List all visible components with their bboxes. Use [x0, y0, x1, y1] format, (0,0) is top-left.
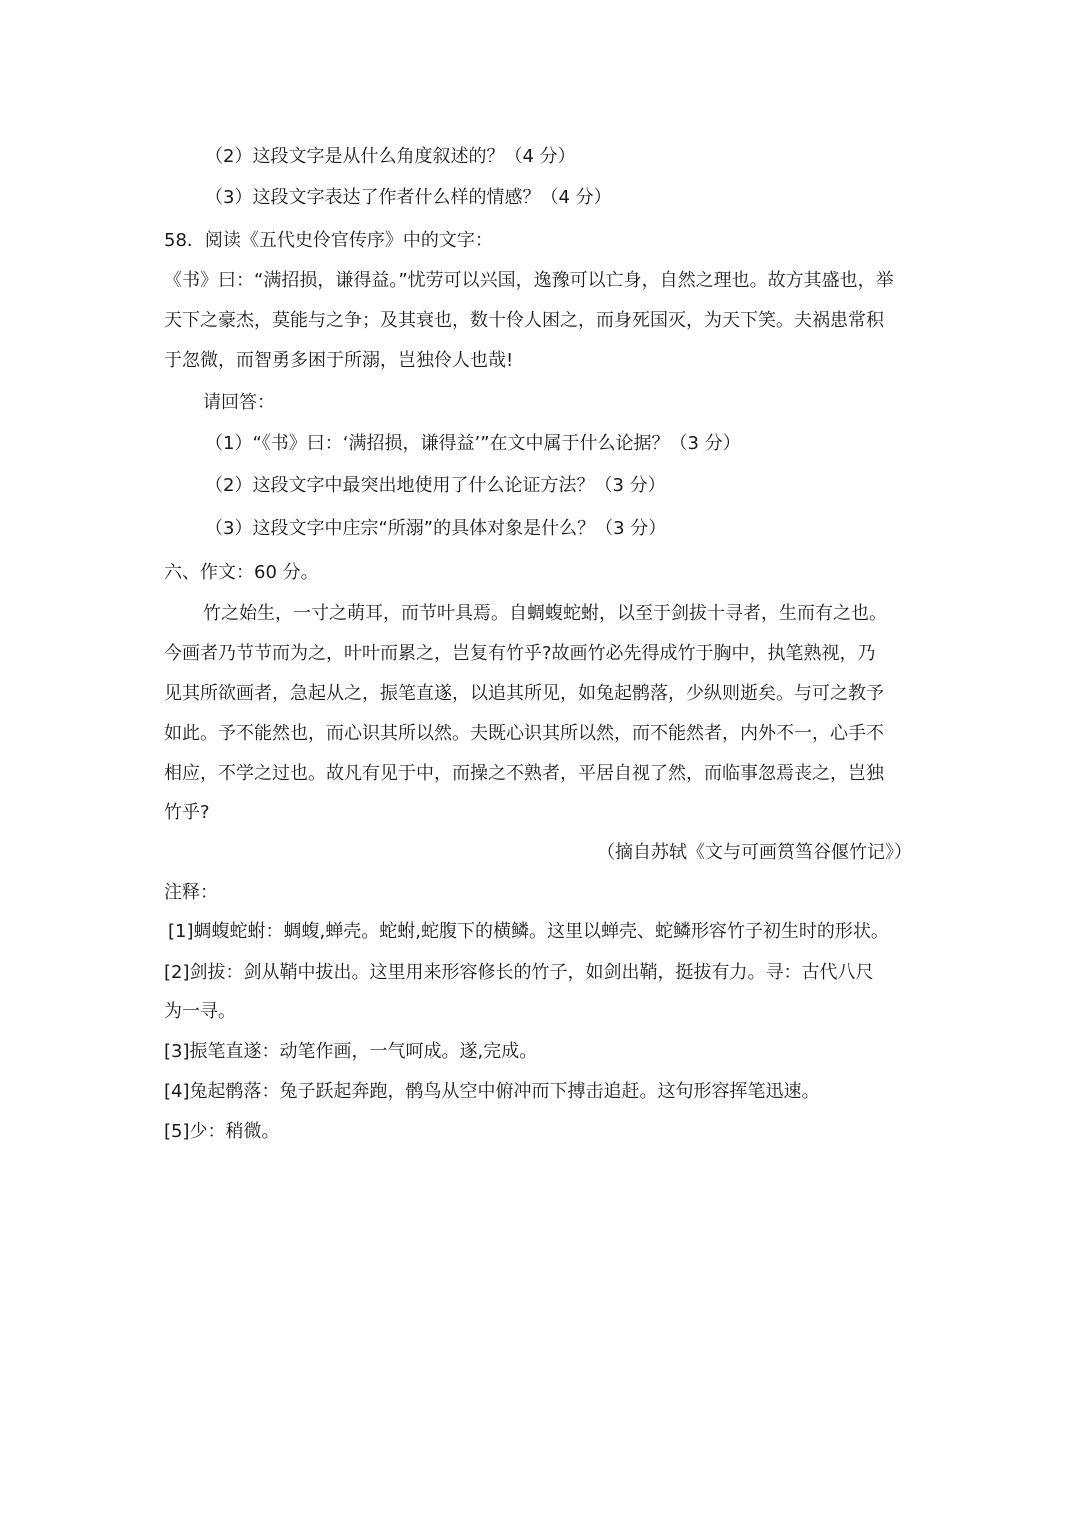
- notes-heading: 注释：: [164, 882, 218, 903]
- passage-line: 见其所欲画者，急起从之，振笔直遂，以追其所见，如兔起鹘落，少纵则逝矣。与可之教予: [164, 683, 884, 704]
- passage-line: 今画者乃节节而为之，叶叶而累之，岂复有竹乎?故画竹必先得成竹于胸中，执笔熟视，乃: [164, 643, 876, 664]
- note-line: 为一寻。: [164, 1001, 236, 1022]
- passage-line: 如此。予不能然也，而心识其所以然。夫既心识其所以然，而不能然者，内外不一，心手不: [164, 723, 884, 744]
- section-heading: 六、作文：60 分。: [164, 562, 319, 583]
- passage-line: 竹乎?: [164, 802, 210, 823]
- note-line: [4]兔起鹘落：兔子跃起奔跑，鹘鸟从空中俯冲而下搏击追赶。这句形容挥笔迅速。: [164, 1081, 820, 1102]
- passage-line: 相应，不学之过也。故凡有见于中，而操之不熟者，平居自视了然，而临事忽焉丧之，岂独: [164, 763, 884, 784]
- note-line: [2]剑拔：剑从鞘中拔出。这里用来形容修长的竹子，如剑出鞘，挺拔有力。寻：古代八尺: [164, 962, 874, 983]
- question-item: （1）“《书》曰：‘满招损，谦得益’”在文中属于什么论据？（3 分）: [205, 433, 741, 454]
- question-item: （3）这段文字表达了作者什么样的情感？（4 分）: [205, 187, 612, 208]
- question-item: （3）这段文字中庄宗“所溺”的具体对象是什么？（3 分）: [205, 518, 667, 539]
- note-line: [3]振笔直遂：动笔作画，一气呵成。遂,完成。: [164, 1041, 538, 1062]
- question-item: （2）这段文字中最突出地使用了什么论证方法？（3 分）: [205, 475, 666, 496]
- note-line: [1]蜩蝮蛇蚹：蜩蝮,蝉壳。蛇蚹,蛇腹下的横鳞。这里以蝉壳、蛇鳞形容竹子初生时的形状。: [168, 921, 889, 942]
- note-line: [5]少：稍微。: [164, 1121, 280, 1142]
- question-heading: 58．阅读《五代史伶官传序》中的文字：: [164, 230, 493, 251]
- passage-line: 天下之豪杰，莫能与之争；及其衰也，数十伶人困之，而身死国灭，为天下笑。夫祸患常积: [164, 310, 884, 331]
- answer-prompt: 请回答：: [203, 392, 275, 413]
- passage-line: 《书》曰：“满招损，谦得益。”忧劳可以兴国，逸豫可以亡身，自然之理也。故方其盛也，举: [164, 270, 894, 291]
- passage-line: 竹之始生，一寸之萌耳，而节叶具焉。自蜩蝮蛇蚹，以至于剑拔十寻者，生而有之也。: [203, 603, 887, 624]
- source-attribution: （摘自苏轼《文与可画筼筜谷偃竹记》）: [597, 842, 912, 863]
- question-item: （2）这段文字是从什么角度叙述的？（4 分）: [205, 146, 576, 167]
- passage-line: 于忽微，而智勇多困于所溺，岂独伶人也哉!: [164, 350, 514, 371]
